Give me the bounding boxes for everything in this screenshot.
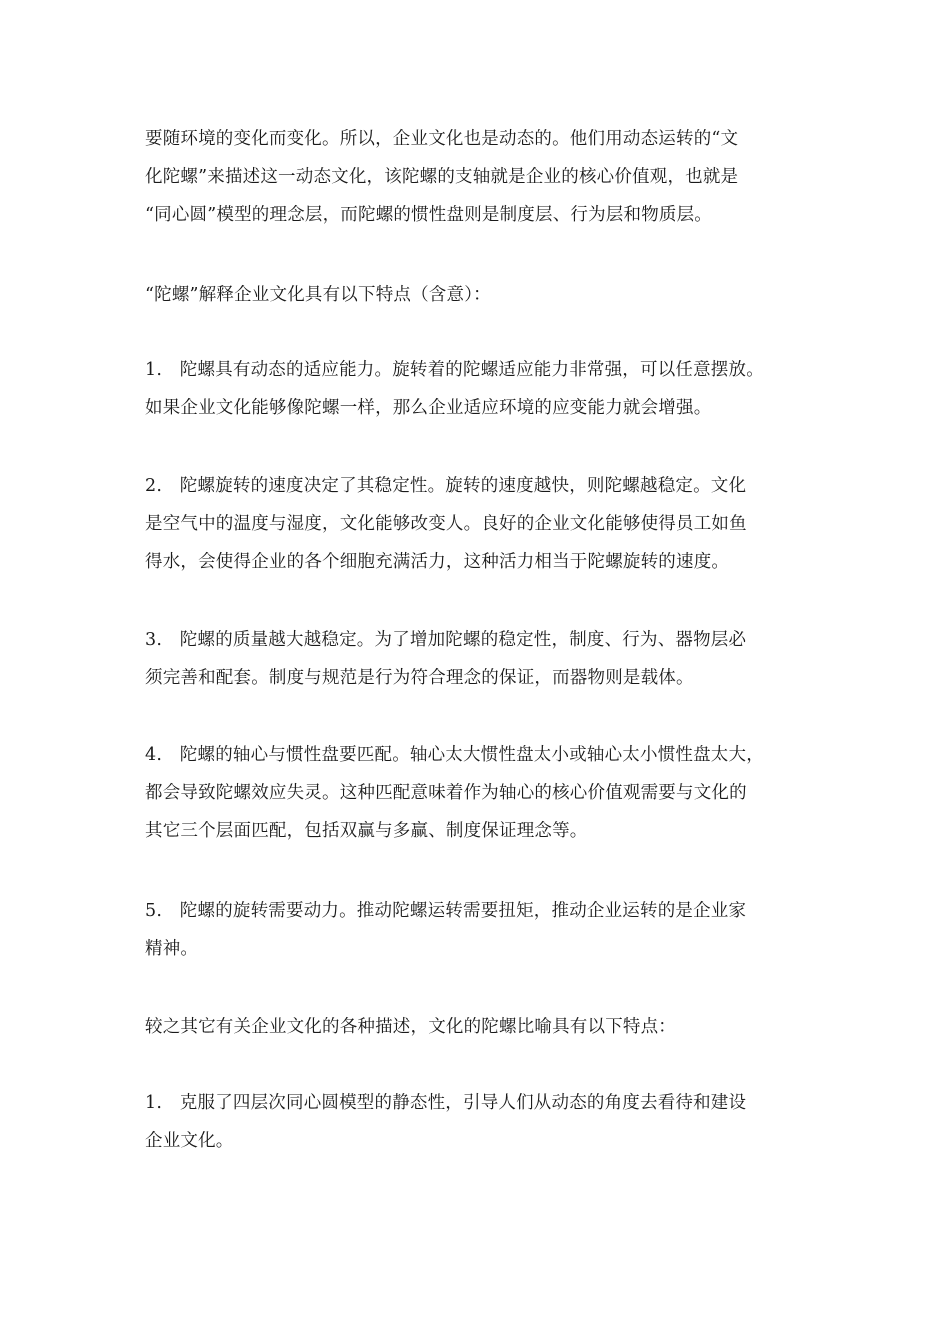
- text-line: 2. 陀螺旋转的速度决定了其稳定性。旋转的速度越快，则陀螺越稳定。文化: [145, 476, 747, 496]
- paragraph-feature-1: [145, 1084, 815, 1160]
- text-line: 精神。: [145, 939, 199, 959]
- text-line: 4. 陀螺的轴心与惯性盘要匹配。轴心太大惯性盘太小或轴心太小惯性盘太大，: [145, 745, 764, 765]
- text-line: 要随环境的变化而变化。所以，企业文化也是动态的。他们用动态运转的“文: [145, 129, 739, 149]
- text-line: 得水，会使得企业的各个细胞充满活力，这种活力相当于陀螺旋转的速度。: [145, 552, 730, 572]
- text-line: 较之其它有关企业文化的各种描述，文化的陀螺比喻具有以下特点：: [145, 1017, 676, 1037]
- paragraph-point-4: [145, 736, 815, 850]
- text-line: 须完善和配套。制度与规范是行为符合理念的保证，而器物则是载体。: [145, 668, 694, 688]
- paragraph-point-2: [145, 467, 815, 581]
- text-line: 1. 克服了四层次同心圆模型的静态性，引导人们从动态的角度去看待和建设: [145, 1093, 747, 1113]
- paragraph-heading-gyroscope-features: [145, 276, 815, 314]
- text-line: “同心圆”模型的理念层，而陀螺的惯性盘则是制度层、行为层和物质层。: [145, 205, 712, 225]
- text-line: “陀螺”解释企业文化具有以下特点（含意）：: [145, 285, 491, 305]
- text-line: 都会导致陀螺效应失灵。这种匹配意味着作为轴心的核心价值观需要与文化的: [145, 783, 747, 803]
- text-line: 5. 陀螺的旋转需要动力。推动陀螺运转需要扭矩，推动企业运转的是企业家: [145, 901, 747, 921]
- text-line: 3. 陀螺的质量越大越稳定。为了增加陀螺的稳定性，制度、行为、器物层必: [145, 630, 747, 650]
- paragraph-intro: [145, 120, 815, 234]
- text-line: 是空气中的温度与湿度，文化能够改变人。良好的企业文化能够使得员工如鱼: [145, 514, 747, 534]
- paragraph-point-5: [145, 892, 815, 968]
- text-line: 1. 陀螺具有动态的适应能力。旋转着的陀螺适应能力非常强，可以任意摆放。: [145, 360, 764, 380]
- paragraph-point-1: [145, 351, 815, 427]
- text-line: 化陀螺”来描述这一动态文化，该陀螺的支轴就是企业的核心价值观，也就是: [145, 167, 739, 187]
- paragraph-heading-metaphor-features: [145, 1008, 815, 1046]
- text-line: 如果企业文化能够像陀螺一样，那么企业适应环境的应变能力就会增强。: [145, 398, 712, 418]
- text-line: 企业文化。: [145, 1131, 234, 1151]
- text-line: 其它三个层面匹配，包括双赢与多赢、制度保证理念等。: [145, 821, 588, 841]
- paragraph-point-3: [145, 621, 815, 697]
